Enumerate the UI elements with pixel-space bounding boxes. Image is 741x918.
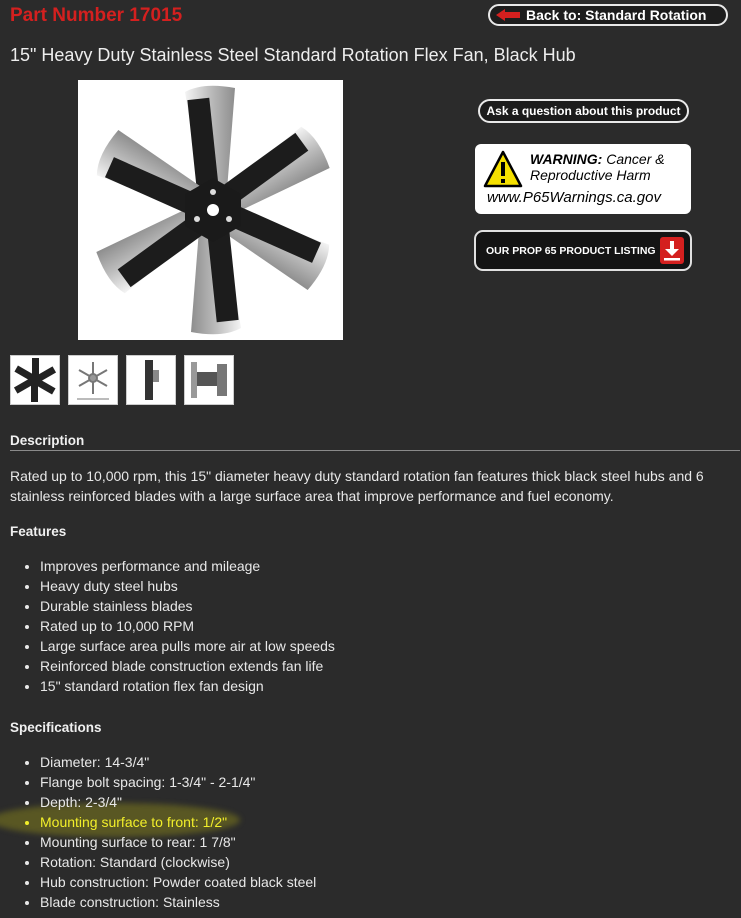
features-list — [10, 556, 335, 696]
main-product-image — [78, 80, 343, 340]
prop65-warning — [475, 144, 691, 214]
thumbnail-diagram-icon — [69, 356, 117, 404]
spec-item: • Mounting surface to rear: 1 7/8" — [40, 832, 316, 852]
thumbnail-2[interactable] — [68, 355, 118, 405]
part-number: Part Number 17015 — [10, 5, 183, 26]
ask-question-button[interactable]: Ask a question about this product — [478, 99, 689, 123]
back-button-label: Back to: Standard Rotation — [526, 7, 707, 23]
back-button[interactable] — [488, 4, 728, 26]
thumbnail-3[interactable] — [126, 355, 176, 405]
warning-triangle-icon — [483, 150, 523, 188]
prop65-listing-label: OUR PROP 65 PRODUCT LISTING — [486, 244, 656, 257]
spec-item: • Hub construction: Powder coated black steel — [40, 872, 316, 892]
spec-item: • Blade construction: Stainless — [40, 892, 316, 912]
feature-item: • Heavy duty steel hubs — [40, 576, 335, 596]
spec-item: • Depth: 2-3/4" — [40, 792, 316, 812]
feature-item: • Improves performance and mileage — [40, 556, 335, 576]
spec-item: • Diameter: 14-3/4" — [40, 752, 316, 772]
feature-item: • Durable stainless blades — [40, 596, 335, 616]
description-heading: Description — [10, 433, 85, 448]
features-heading: Features — [10, 524, 67, 539]
thumbnail-mount-icon — [185, 356, 233, 404]
feature-item: • Reinforced blade construction extends fan life — [40, 656, 335, 676]
flex-fan-image — [78, 80, 343, 340]
spec-item-highlighted: • Mounting surface to front: 1/2" — [40, 812, 316, 832]
spec-item: • Rotation: Standard (clockwise) — [40, 852, 316, 872]
warning-line1: Cancer & — [606, 151, 665, 167]
back-arrow-icon — [496, 9, 520, 21]
product-title: 15" Heavy Duty Stainless Steel Standard Rotation Flex Fan, Black Hub — [10, 45, 576, 65]
specifications-list — [10, 752, 316, 912]
feature-item: • 15" standard rotation flex fan design — [40, 676, 335, 696]
thumbnail-4[interactable] — [184, 355, 234, 405]
specifications-heading: Specifications — [10, 720, 102, 735]
thumbnail-fan-icon — [11, 356, 59, 404]
description-divider — [10, 450, 740, 451]
warning-heading: WARNING: — [530, 151, 603, 167]
spec-item: • Flange bolt spacing: 1-3/4" - 2-1/4" — [40, 772, 316, 792]
prop65-listing-button[interactable] — [474, 230, 692, 271]
description-text: Rated up to 10,000 rpm, this 15" diameter heavy duty standard rotation fan features thick black steel hubs and 6 stainless reinforced blades with a large surface area that improve performance and fuel economy. — [10, 468, 704, 504]
thumbnail-side-view-icon — [127, 356, 175, 404]
feature-item: • Rated up to 10,000 RPM — [40, 616, 335, 636]
thumbnail-1[interactable] — [10, 355, 60, 405]
download-icon — [660, 237, 684, 264]
feature-item: • Large surface area pulls more air at low speeds — [40, 636, 335, 656]
warning-line2: Reproductive Harm — [530, 167, 651, 183]
warning-url: www.P65Warnings.ca.gov — [487, 189, 661, 206]
